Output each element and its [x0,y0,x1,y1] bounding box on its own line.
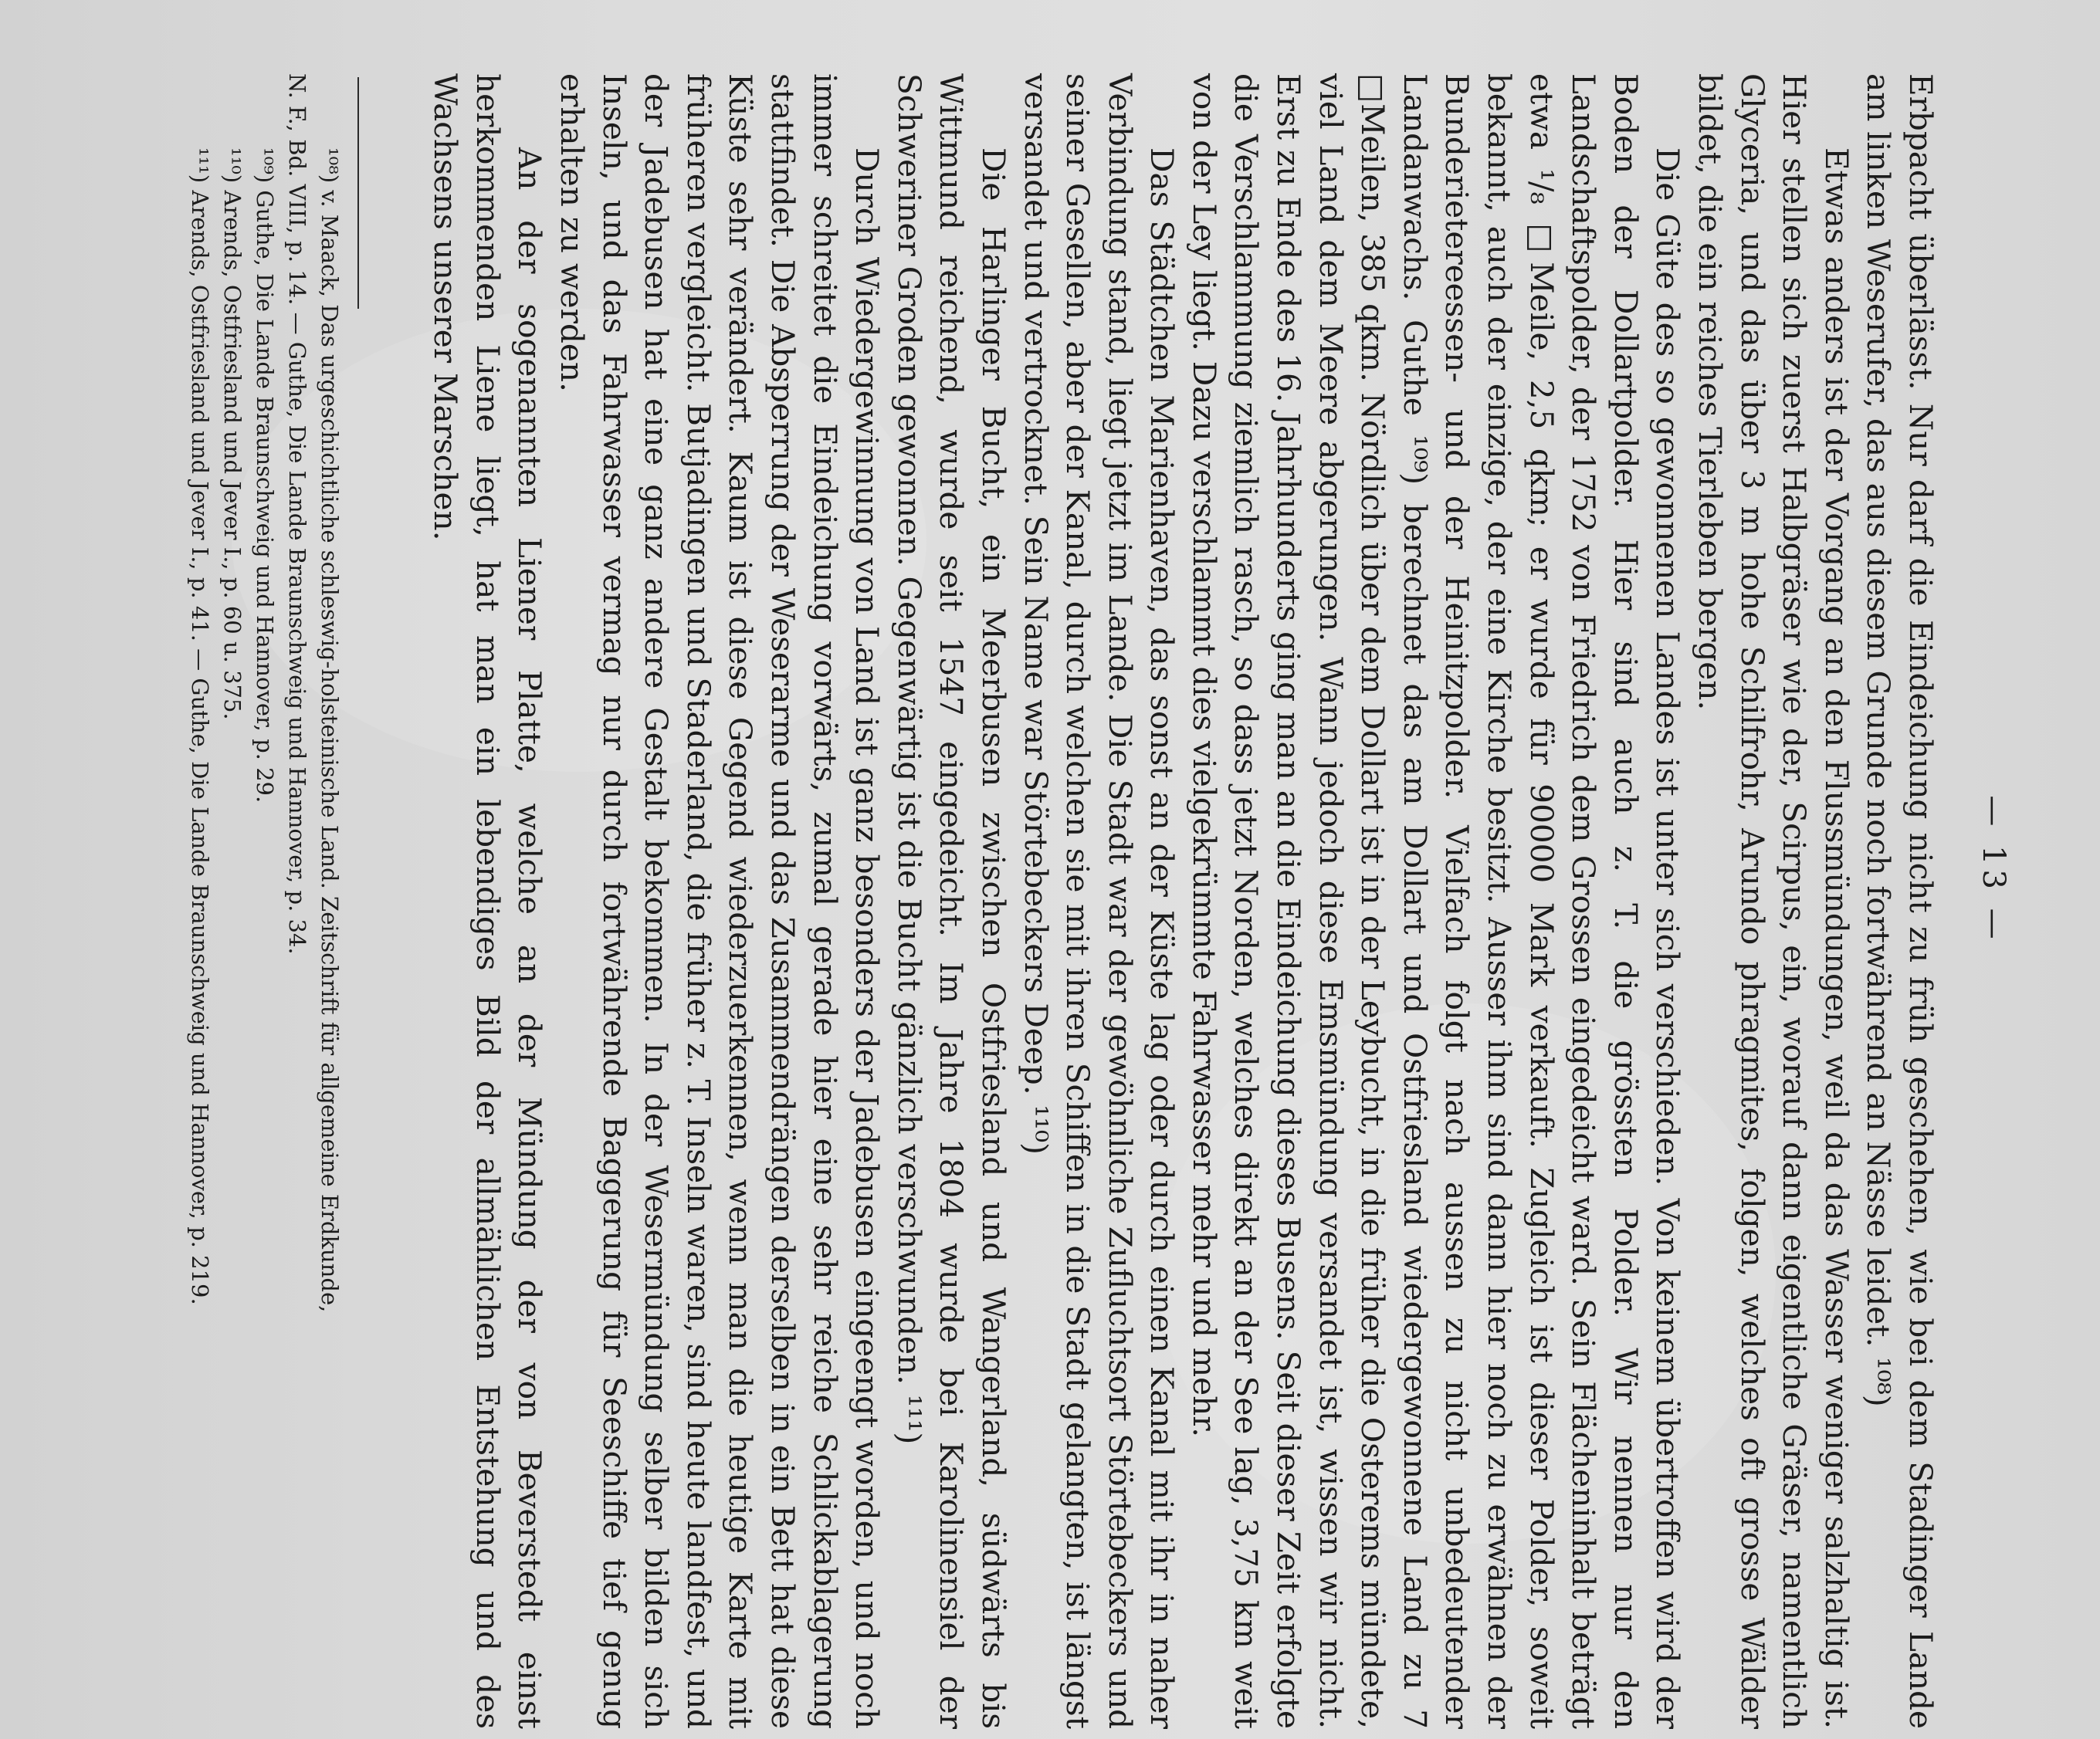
footnote: ¹¹¹) Arends, Ostfriesland und Jever I., p. 41. — Guthe, Die Lande Braunschweig und Hannover, p. 219. [187,147,213,1305]
footnote: ¹¹⁰) Arends, Ostfriesland und Jever I., p. 60 u. 375. [219,147,246,720]
footnote-divider [357,77,359,309]
paragraph: Das Städtchen Marienhaven, das sonst an der Küste lag oder durch einen Kanal mit ihr in naher Verbindung stand, liegt jetzt im Lande. Die Stadt war der gewöhnliche Zufluchtsort Störtebeckers und seiner Gesellen, aber der Kanal, durch welchen sie mit ihren Schiffen in die Stadt gelangten, ist längst versandet und vertrocknet. Sein Name war Störtebeckers Deep. ¹¹⁰) [1017,73,1181,1729]
page-number: — 13 — [1976,795,2011,944]
footnote: ¹⁰⁸) v. Maack, Das urgeschichtliche schleswig-holsteinische Land. Zeitschrift für allgemeine Erdkunde, [317,147,343,1313]
paragraph: Die Güte des so gewonnenen Landes ist unter sich verschieden. Von keinem übertroffen wird der Boden der Dollartpolder. Hier sind auch z. T. die grössten Polder. Wir nennen nur den Landschaftspolder, der 1752 von Friedrich dem Grossen eingedeicht ward. Sein Flächeninhalt beträgt etwa ¹/₈ □Meile, 2,5 qkm; er wurde für 90000 Mark verkauft. Zugleich ist dieser Polder, soweit bekannt, auch der einzige, der eine Kirche besitzt. Ausser ihm sind dann hier noch zu erwähnen der Bunderietereessen- und der Heinitzpolder. Vielfach folgt nach aussen zu nicht unbedeutender Landanwachs. Guthe ¹⁰⁹) berechnet das am Dollart und Ostfriesland wiedergewonnene Land zu 7 □Meilen, 385 qkm. Nördlich über dem Dollart ist in der Leybucht, in die früher die Osterems mündete, viel Land dem Meere abgerungen. Wann jedoch diese Emsmündung versandet ist, wissen wir nicht. Erst zu Ende des 16. Jahrhunderts ging man an die Eindeichung dieses Busens. Seit dieser Zeit erfolgte die Verschlammung ziemlich rasch, so dass jetzt Norden, welches direkt an der See lag, 3,75 km weit von der Ley liegt. Dazu verschlammt dies vielgekrümmte Fahrwasser mehr und mehr. [1185,73,1687,1729]
footnote: ¹⁰⁹) Guthe, Die Lande Braunschweig und Hannover, p. 29. [252,147,278,804]
paragraph: An der sogenannten Liener Platte, welche an der Mündung der von Beverstedt einst herkommenden Liene liegt, hat man ein lebendiges Bild der allmählichen Entstehung und des Wachsens unserer Marschen. [427,73,549,1729]
footnotes [184,73,346,1729]
body-text [425,73,1942,1729]
paragraph: Erbpacht überlässt. Nur darf die Eindeichung nicht zu früh geschehen, wie bei dem Stadinger Lande am linken Weserufer, das aus diesem Grunde noch fortwährend an Nässe leidet. ¹⁰⁸) [1860,73,1939,1729]
paragraph: Etwas anders ist der Vorgang an den Flussmündungen, weil da das Wasser weniger salzhaltig ist. Hier stellen sich zuerst Halbgräser wie der, Scirpus, ein, worauf dann eigentliche Gräser, namentlich Glyceria, und das über 3 m hohe Schilfrohr, Arundo phragmites, folgen, welches oft grosse Wälder bildet, die ein reiches Tierleben bergen. [1692,73,1855,1729]
paragraph: Durch Wiedergewinnung von Land ist ganz besonders der Jadebusen eingeengt worden, und noch immer schreitet die Eindeichung vorwärts, zumal gerade hier eine sehr reiche Schlickablagerung stattfindet. Die Absperrung der Weserarme und das Zusammendrängen derselben in ein Bett hat diese Küste sehr verändert. Kaum ist diese Gegend wiederzuerkennen, wenn man die heutige Karte mit früheren vergleicht. Butjadingen und Staderland, die früher z. T. Inseln waren, sind heute landfest, und der Jadebusen hat eine ganz andere Gestalt bekommen. In der Wesermündung selber bilden sich Inseln, und das Fahrwasser vermag nur durch fortwährende Baggerung für Seeschiffe tief genug erhalten zu werden. [554,73,886,1729]
paragraph: Die Harlinger Bucht, ein Meerbusen zwischen Ostfriesland und Wangerland, südwärts bis Wittmund reichend, wurde seit 1547 eingedeicht. Im Jahre 1804 wurde bei Karolinensiel der Schweriner Groden gewonnen. Gegenwärtig ist die Bucht gänzlich verschwunden. ¹¹¹) [890,73,1012,1729]
footnote: N. F., Bd. VIII, p. 14. — Guthe, Die Lande Braunschweig und Hannover, p. 34. [284,73,310,955]
